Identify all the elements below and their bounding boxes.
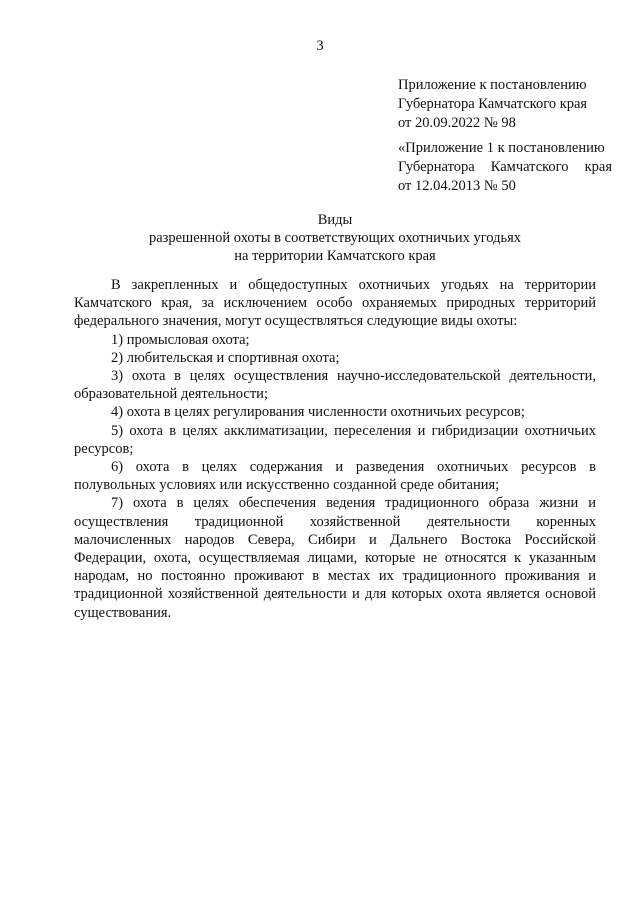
appendix-original <box>398 139 612 196</box>
title-line-2: разрешенной охоты в соответствующих охотничьих угодьях <box>148 230 522 246</box>
title-line-3: на территории Камчатского края <box>234 248 436 264</box>
appendix-original-line-2: Губернатора Камчатского края <box>398 159 612 175</box>
document-title <box>74 211 596 265</box>
title-line-1: Виды <box>317 212 353 228</box>
appendix-original-line-3: от 12.04.2013 № 50 <box>398 178 516 194</box>
list-item-1: 1) промысловая охота; <box>111 331 250 348</box>
list-item-2: 2) любительская и спортивная охота; <box>111 349 340 366</box>
list-item-3: 3) охота в целях осуществления научно-исследовательской деятельности, образовательной деятельности; <box>74 368 596 403</box>
appendix-current <box>398 76 612 133</box>
list-item-4: 4) охота в целях регулирования численности охотничьих ресурсов; <box>111 404 525 421</box>
appendix-current-line-1: Приложение к постановлению <box>398 77 587 93</box>
list-item-7: 7) охота в целях обеспечения ведения традиционного образа жизни и осуществления традиционной хозяйственной деятельности коренных малочисленных народов Севера, Сибири и Дальнего Востока Российской Федерации, охота, осуществляемая лицами, которые не относятся к указанным народам, но постоянно проживают в местах их традиционного проживания и традиционной хозяйственной деятельности и для которых охота является основой существования. <box>74 495 596 621</box>
page-number: 3 <box>316 38 324 54</box>
intro-paragraph: В закрепленных и общедоступных охотничьих угодьях на территории Камчатского края, за исключением особо охраняемых природных территорий федерального значения, могут осуществляться следующие виды охоты: <box>74 277 596 330</box>
appendix-current-line-2: Губернатора Камчатского края <box>398 96 588 112</box>
document-body <box>74 276 596 622</box>
list-item-6: 6) охота в целях содержания и разведения охотничьих ресурсов в полувольных условиях или искусственно созданной среде обитания; <box>74 459 596 494</box>
list-item-5: 5) охота в целях акклиматизации, переселения и гибридизации охотничьих ресурсов; <box>74 422 596 457</box>
appendix-current-line-3: от 20.09.2022 № 98 <box>398 115 516 131</box>
appendix-original-line-1: «Приложение 1 к постановлению <box>398 140 605 156</box>
